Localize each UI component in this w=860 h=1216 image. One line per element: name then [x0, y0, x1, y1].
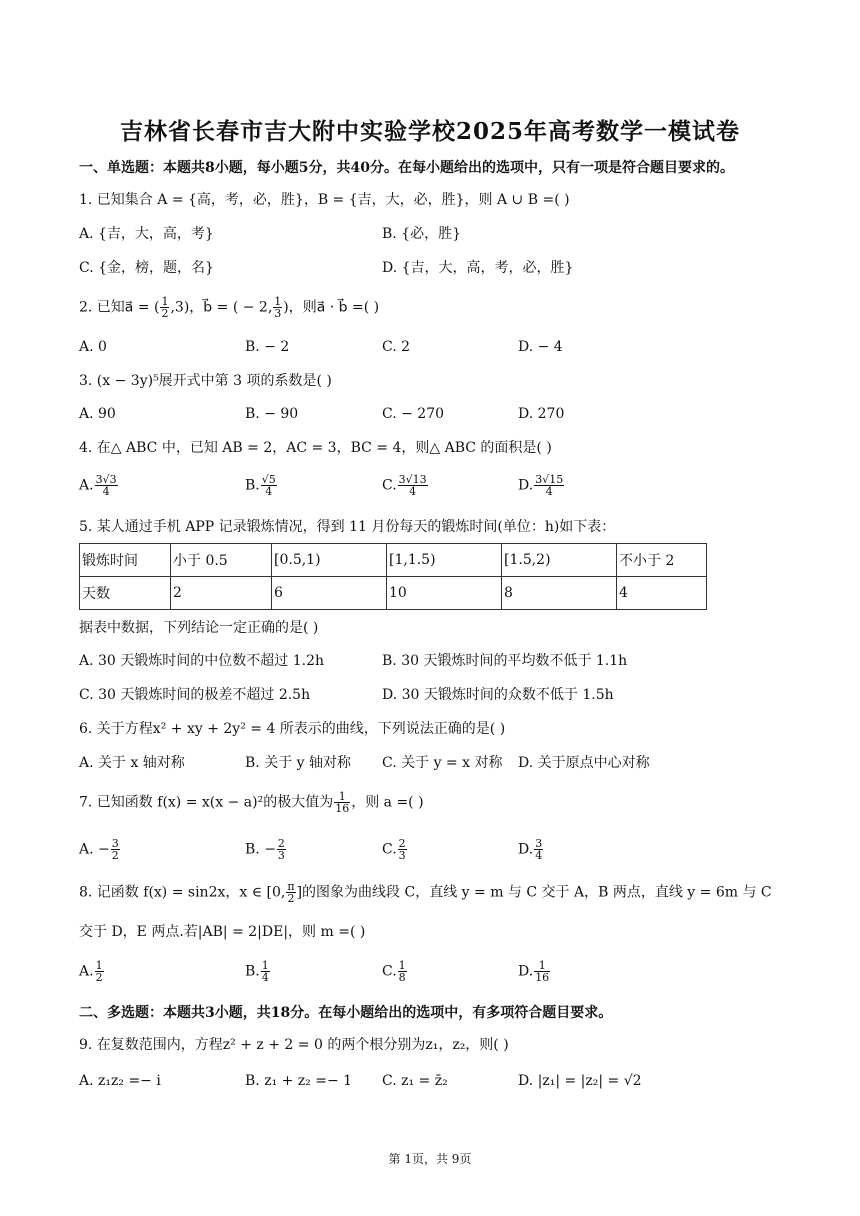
table-header-cell: [1,1.5) [387, 544, 502, 577]
fraction-denominator: 4 [409, 485, 417, 498]
question-5-option-a: A. 30 天锻炼时间的中位数不超过 1.2h [79, 653, 325, 669]
option-label: D. [518, 841, 534, 858]
question-8-option-d [518, 960, 551, 983]
question-7-stem-suffix: ，则 a =( ) [351, 794, 424, 811]
question-7-stem-prefix: 7. 已知函数 f(x) = x(x − a)²的极大值为 [79, 794, 334, 811]
fraction-numerator: 1 [161, 295, 169, 308]
question-9-stem: 9. 在复数范围内，方程z² + z + 2 = 0 的两个根分别为z₁，z₂，则( ) [79, 1037, 509, 1053]
option-label: B. [245, 477, 260, 494]
question-2-stem-prefix: 2. 已知a⃗ = ( [79, 299, 160, 316]
question-1-stem: 1. 已知集合 A = {高，考，必，胜}，B = {吉，大，必，胜}，则 A ∪ B =( ) [79, 192, 570, 208]
fraction-numerator: 3√3 [95, 473, 117, 486]
fraction-denominator: 4 [545, 485, 553, 498]
question-4-option-a [79, 474, 119, 497]
page-footer: 第 1页，共 9页 [388, 1152, 472, 1166]
question-7-option-d [518, 838, 544, 861]
question-4-option-c [382, 474, 429, 497]
question-7-option-a [79, 838, 121, 861]
table-cell: 2 [171, 577, 272, 610]
fraction-numerator: 1 [95, 959, 103, 972]
question-5-option-d: D. 30 天锻炼时间的众数不低于 1.5h [382, 687, 614, 703]
question-7-option-c [382, 838, 408, 861]
option-label: C. [382, 477, 397, 494]
fraction-numerator: 1 [274, 295, 282, 308]
question-5-option-c: C. 30 天锻炼时间的极差不超过 2.5h [79, 687, 311, 703]
section-heading-multiple-choice: 二、多选题：本题共3小题，共18分。在每小题给出的选项中，有多项符合题目要求。 [79, 1005, 613, 1021]
fraction-numerator: 3√13 [398, 473, 427, 486]
fraction-denominator: 2 [111, 849, 119, 862]
fraction-numerator: π [287, 880, 295, 893]
question-8-stem-line-2: 交于 D，E 两点.若|AB| = 2|DE|，则 m =( ) [79, 924, 366, 940]
section-heading-single-choice: 一、单选题：本题共8小题，每小题5分，共40分。在每小题给出的选项中，只有一项是符合题目要求的。 [79, 160, 734, 176]
option-label: A. [79, 477, 94, 494]
question-7-fraction [334, 791, 350, 814]
question-8-stem-suffix: ]的图象为曲线段 C，直线 y = m 与 C 交于 A，B 两点，直线 y = 6m 与 C [296, 884, 772, 901]
fraction-denominator: 3 [277, 849, 285, 862]
fraction-numerator: 3√15 [535, 473, 564, 486]
table-header-cell: 小于 0.5 [171, 544, 272, 577]
page-title: 吉林省长春市吉大附中实验学校2025年高考数学一模试卷 [119, 118, 740, 145]
question-8-option-c [382, 960, 408, 983]
question-8-option-a [79, 960, 105, 983]
table-cell: 天数 [80, 577, 171, 610]
question-9-option-a: A. z₁z₂ =− i [79, 1073, 161, 1089]
question-9-option-b: B. z₁ + z₂ =− 1 [245, 1073, 353, 1089]
fraction-numerator: √5 [261, 473, 276, 486]
option-label: B. [245, 963, 260, 980]
question-8-option-b [245, 960, 271, 983]
question-1-option-d: D. {吉，大，高，考，必，胜} [382, 260, 574, 276]
fraction-denominator: 3 [274, 307, 282, 320]
question-6-option-a: A. 关于 x 轴对称 [79, 755, 185, 771]
fraction-denominator: 8 [398, 971, 406, 984]
question-4-option-d [518, 474, 565, 497]
question-8-stem-line-1 [79, 881, 772, 904]
option-label: B. − [245, 841, 276, 858]
option-label: C. [382, 841, 397, 858]
fraction-numerator: 1 [334, 791, 350, 803]
question-6-option-c: C. 关于 y = x 对称 [382, 755, 503, 771]
question-2-fraction-1 [160, 296, 169, 319]
question-9-option-d: D. |z₁| = |z₂| = √2 [518, 1073, 642, 1089]
question-5-stem: 5. 某人通过手机 APP 记录锻炼情况，得到 11 月份每天的锻炼时间(单位：h)如下表： [79, 519, 616, 535]
question-6-option-b: B. 关于 y 轴对称 [245, 755, 351, 771]
option-label: C. [382, 963, 397, 980]
question-6-option-d: D. 关于原点中心对称 [518, 755, 650, 771]
question-7-stem [79, 791, 424, 814]
question-2-stem [79, 296, 379, 319]
question-3-option-b: B. − 90 [245, 406, 299, 422]
question-1-option-b: B. {必，胜} [382, 226, 462, 242]
fraction-denominator: 4 [261, 971, 269, 984]
question-5-option-b: B. 30 天锻炼时间的平均数不低于 1.1h [382, 653, 628, 669]
question-7-option-b [245, 838, 287, 861]
table-header-cell: [1.5,2) [502, 544, 617, 577]
table-header-cell: 锻炼时间 [80, 544, 171, 577]
question-2-option-d: D. − 4 [518, 339, 563, 355]
question-3-option-c: C. − 270 [382, 406, 445, 422]
question-1-option-a: A. {吉，大，高，考} [79, 226, 214, 242]
question-8-fraction [286, 881, 295, 904]
exercise-time-table [79, 543, 707, 610]
question-2-option-c: C. 2 [382, 339, 411, 355]
table-cell: 8 [502, 577, 617, 610]
fraction-numerator: 3 [111, 837, 119, 850]
table-cell: 6 [272, 577, 387, 610]
fraction-numerator: 1 [534, 960, 550, 972]
fraction-denominator: 16 [535, 971, 550, 984]
fraction-denominator: 4 [535, 849, 543, 862]
question-2-stem-suffix: )，则a⃗ · b⃗ =( ) [283, 299, 380, 316]
fraction-denominator: 4 [265, 485, 273, 498]
question-3-option-d: D. 270 [518, 406, 565, 422]
table-cell: 10 [387, 577, 502, 610]
option-label: D. [518, 477, 534, 494]
fraction-numerator: 2 [398, 837, 406, 850]
question-2-fraction-2 [273, 296, 282, 319]
table-header-cell: 不小于 2 [617, 544, 707, 577]
fraction-denominator: 4 [102, 485, 110, 498]
table-row [80, 577, 707, 610]
option-label: A. − [79, 841, 110, 858]
question-3-stem: 3. (x − 3y)⁵展开式中第 3 项的系数是( ) [79, 373, 332, 389]
table-row [80, 544, 707, 577]
fraction-numerator: 1 [261, 959, 269, 972]
question-8-stem-prefix: 8. 记函数 f(x) = sin2x，x ∈ [0, [79, 884, 286, 901]
question-2-option-a: A. 0 [79, 339, 107, 355]
question-5-prompt: 据表中数据，下列结论一定正确的是( ) [79, 620, 319, 636]
option-label: D. [518, 963, 534, 980]
question-4-stem: 4. 在△ ABC 中，已知 AB = 2，AC = 3，BC = 4，则△ ABC 的面积是( ) [79, 440, 552, 456]
fraction-denominator: 2 [287, 892, 295, 905]
fraction-denominator: 3 [398, 849, 406, 862]
fraction-numerator: 3 [535, 837, 543, 850]
option-label: A. [79, 963, 94, 980]
fraction-numerator: 1 [398, 959, 406, 972]
question-2-option-b: B. − 2 [245, 339, 290, 355]
question-6-stem: 6. 关于方程x² + xy + 2y² = 4 所表示的曲线，下列说法正确的是( ) [79, 721, 506, 737]
question-3-option-a: A. 90 [79, 406, 116, 422]
question-1-option-c: C. {金，榜，题，名} [79, 260, 214, 276]
question-4-option-b [245, 474, 278, 497]
fraction-numerator: 2 [277, 837, 285, 850]
table-header-cell: [0.5,1) [272, 544, 387, 577]
fraction-denominator: 2 [95, 971, 103, 984]
question-9-option-c: C. z₁ = z̄₂ [382, 1073, 448, 1089]
fraction-denominator: 16 [335, 802, 350, 815]
table-cell: 4 [617, 577, 707, 610]
question-2-stem-mid: ,3)，b⃗ = ( − 2, [170, 299, 273, 316]
fraction-denominator: 2 [161, 307, 169, 320]
